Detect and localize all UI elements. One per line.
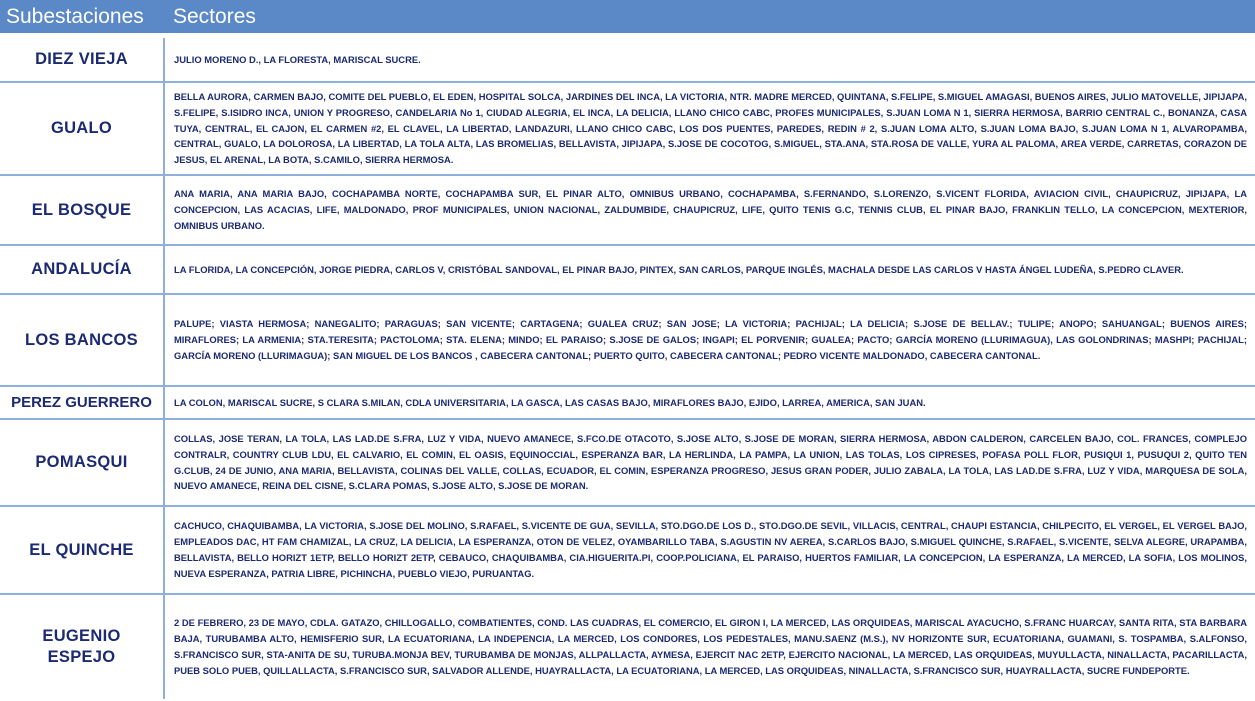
sectores-column-header: Sectores	[173, 4, 256, 28]
table-header	[0, 0, 1255, 33]
substations-table	[0, 38, 1255, 699]
substation-name: GUALO	[0, 83, 165, 174]
table-row	[0, 420, 1255, 507]
substation-name: DIEZ VIEJA	[0, 38, 165, 81]
sectors-cell	[165, 176, 1255, 244]
sectors-text: CACHUCO, CHAQUIBAMBA, LA VICTORIA, S.JOSE DEL MOLINO, S.RAFAEL, S.VICENTE DE GUA, SEVILLA, STO.DGO.DE LOS D., STO.DGO.DE SEVIL, VILLACIS, CENTRAL, CHAUPI ESTANCIA, CHILPECITO, EL VERGEL, EL VERGEL BAJO, EMPLEADOS DAC, HT FAM CHAMIZAL, LA CRUZ, LA DELICIA, LA ESPERANZA, OTON DE VELEZ, OYAMBARILLO TABA, S.AGUSTIN NV AEREA, S.CARLOS BAJO, S.MIGUEL QUINCHE, S.RAFAEL, S.VICENTE, SELVA ALEGRE, URAPAMBA, BELLAVISTA, BELLO HORIZT 1ETP, BELLO HORIZT 2ETP, CEBAUCO, CHAQUIBAMBA, CIA.HIGUERITA.PI, COOP.POLICIANA, EL PARAISO, HUERTOS FAMILIAR, LA CONCEPCION, LA ESPERANZA, LA MERCED, LA SOFIA, LOS MOLINOS, NUEVA ESPERANZA, PATRIA LIBRE, PICHINCHA, PUEBLO VIEJO, PURUANTAG.	[174, 520, 1247, 579]
sectors-cell	[165, 507, 1255, 593]
table-row	[0, 595, 1255, 699]
sectors-text: LA FLORIDA, LA CONCEPCIÓN, JORGE PIEDRA, CARLOS V, CRISTÓBAL SANDOVAL, EL PINAR BAJO, PINTEX, SAN CARLOS, PARQUE INGLÉS, MACHALA DESDE LAS CARLOS V HASTA ÁNGEL LUDEÑA, S.PEDRO CLAVER.	[174, 263, 1184, 275]
substation-name: POMASQUI	[0, 420, 165, 505]
table-row	[0, 507, 1255, 595]
sectors-cell	[165, 246, 1255, 293]
subestaciones-column-header: Subestaciones	[6, 4, 144, 28]
table-row	[0, 246, 1255, 295]
sectors-cell	[165, 83, 1255, 174]
substation-name: PEREZ GUERRERO	[0, 387, 165, 418]
substation-name: EL QUINCHE	[0, 507, 165, 593]
substation-name: LOS BANCOS	[0, 295, 165, 385]
substation-name: ANDALUCÍA	[0, 246, 165, 293]
table-row	[0, 387, 1255, 420]
sectors-text: ANA MARIA, ANA MARIA BAJO, COCHAPAMBA NORTE, COCHAPAMBA SUR, EL PINAR ALTO, OMNIBUS URBANO, COCHAPAMBA, S.FERNANDO, S.LORENZO, S.VICENT FLORIDA, AVIACION CIVIL, CHAUPICRUZ, JIPIJAPA, LA CONCEPCION, LAS ACACIAS, LIFE, MALDONADO, PROF MUNICIPALES, UNION NACIONAL, ZALDUMBIDE, CHAUPICRUZ, LIFE, QUITO TENIS G.C, TENNIS CLUB, EL PINAR BAJO, FRANKLIN TELLO, LA CONCEPCION, MEXTERIOR, OMNIBUS URBANO.	[174, 188, 1247, 231]
substation-name: EL BOSQUE	[0, 176, 165, 244]
sectors-text: COLLAS, JOSE TERAN, LA TOLA, LAS LAD.DE S.FRA, LUZ Y VIDA, NUEVO AMANECE, S.FCO.DE OTACOTO, S.JOSE ALTO, S.JOSE DE MORAN, SIERRA HERMOSA, ABDON CALDERON, CARCELEN BAJO, COL. FRANCES, COMPLEJO CONTRALR, COUNTRY CLUB LDU, EL CALVARIO, EL COMIN, EL OASIS, EQUINOCCIAL, ESPERANZA BAR, LA HERLINDA, LA PAMPA, LA UNION, LAS TOLAS, LOS CIPRESES, POFASA POLL FLOR, PUSIQUI 1, PUSUQUI 2, QUITO TEN G.CLUB, 24 DE JUNIO, ANA MARIA, BELLAVISTA, COLINAS DEL VALLE, COLLAS, ECUADOR, EL COMIN, ESPERANZA PROGRESO, JESUS GRAN PODER, JULIO ZABALA, LA TOLA, LAS LAD.DE S.FRA, LUZ Y VIDA, MARQUESA DE SOLA, NUEVO AMANECE, REINA DEL CISNE, S.CLARA POMAS, S.JOSE ALTO, S.JOSE DE MORAN.	[174, 432, 1247, 492]
sectors-text: 2 DE FEBRERO, 23 DE MAYO, CDLA. GATAZO, CHILLOGALLO, COMBATIENTES, COND. LAS CUADRAS, EL COMERCIO, EL GIRON I, LA MERCED, LAS ORQUIDEAS, MARISCAL AYACUCHO, S.FRANC HUARCAY, SANTA RITA, STA BARBARA BAJA, TURUBAMBA ALTO, HEMISFERIO SUR, LA ECUATORIANA, LA INDEPENCIA, LA MERCED, LOS CONDORES, LOS PEDESTALES, MANU.SAENZ (M.S.), NV HORIZONTE SUR, ECUATORIANA, GUAMANI, S. TOSPAMBA, S.ALFONSO, S.FRANCISCO SUR, STA-ANITA DE SU, TURUBA.MONJA BEV, TURUBAMBA DE MONJAS, ALLPALLACTA, AYMESA, EJERCIT NAC 2ETP, EJERCITO NACIONAL, LA MERCED, LAS ORQUIDEAS, MUYULLACTA, NINALLACTA, PACARILLACTA, PUEB SOLO PUEB, QUILLALLACTA, S.FRANCISCO SUR, SALVADOR ALLENDE, HUAYRALLACTA, LA ECUATORIANA, LA MERCED, LAS ORQUIDEAS, NINALLACTA, S.FRANCISCO SUR, HUAYRALLACTA, SUCRE FUNDEPORTE.	[174, 617, 1247, 676]
sectors-cell	[165, 387, 1255, 418]
sectors-text: JULIO MORENO D., LA FLORESTA, MARISCAL SUCRE.	[174, 53, 421, 65]
table-row	[0, 295, 1255, 387]
sectors-cell	[165, 420, 1255, 505]
substation-name: EUGENIO ESPEJO	[0, 595, 165, 699]
sectors-text: LA COLON, MARISCAL SUCRE, S CLARA S.MILAN, CDLA UNIVERSITARIA, LA GASCA, LAS CASAS BAJO, MIRAFLORES BAJO, EJIDO, LARREA, AMERICA, SAN JUAN.	[174, 396, 926, 408]
sectors-cell	[165, 595, 1255, 699]
table-row	[0, 38, 1255, 83]
table-row	[0, 176, 1255, 246]
sectors-text: BELLA AURORA, CARMEN BAJO, COMITE DEL PUEBLO, EL EDEN, HOSPITAL SOLCA, JARDINES DEL INCA, LA VICTORIA, NTR. MADRE MERCED, QUINTANA, S.FELIPE, S.MIGUEL AMAGASI, BUENOS AIRES, JULIO MATOVELLE, JIPIJAPA, S.FELIPE, S.ISIDRO INCA, UNION Y PROGRESO, CANDELARIA No 1, CIUDAD ALEGRIA, EL INCA, LA DELICIA, LLANO CHICO CABC, PROFES MUNICIPALES, S.JUAN LOMA N 1, SIERRA HERMOSA, BARRIO CENTRAL C., BONANZA, CASA TUYA, CENTRAL, EL CAJON, EL CARMEN #2, EL CLAVEL, LA LIBERTAD, LANDAZURI, LLANO CHICO CABC, LOS DOS PUENTES, PAREDES, REDIN # 2, S.JUAN LOMA ALTO, S.JUAN LOMA BAJO, S.JUAN LOMA N 1, ALVAROPAMBA, CENTRAL, GUALO, LA DOLOROSA, LA LIBERTAD, LA TOLA ALTA, LAS BROMELIAS, BELLAVISTA, JIPIJAPA, S.JOSE DE COCOTOG, S.MIGUEL, STA.ANA, STA.ROSA DE VALLE, YURA AL PALOMA, AREA VERDE, CARRETAS, CORAZON DE JESUS, EL ARENAL, LA BOTA, S.CAMILO, SIERRA HERMOSA.	[174, 91, 1247, 166]
sectors-cell	[165, 295, 1255, 385]
table-row	[0, 83, 1255, 176]
sectors-text: PALUPE; VIASTA HERMOSA; NANEGALITO; PARAGUAS; SAN VICENTE; CARTAGENA; GUALEA CRUZ; SAN JOSE; LA VICTORIA; PACHIJAL; LA DELICIA; S.JOSE DE BELLAV.; TULIPE; ANOPO; SAHUANGAL; BUENOS AIRES; MIRAFLORES; LA ARMENIA; STA.TERESITA; PACTOLOMA; STA. ELENA; MINDO; EL PARAISO; S.JOSE DE GALOS; INGAPI; EL PORVENIR; GUALEA; PACTO; GARCÍA MORENO (LLURIMAGUA), LAS GOLONDRINAS; MASHPI; PACHIJAL; GARCÍA MORENO (LLURIMAGUA); SAN MIGUEL DE LOS BANCOS , CABECERA CANTONAL; PUERTO QUITO, CABECERA CANTONAL; PEDRO VICENTE MALDONADO, CABECERA CANTONAL.	[174, 318, 1247, 361]
sectors-cell	[165, 38, 1255, 81]
